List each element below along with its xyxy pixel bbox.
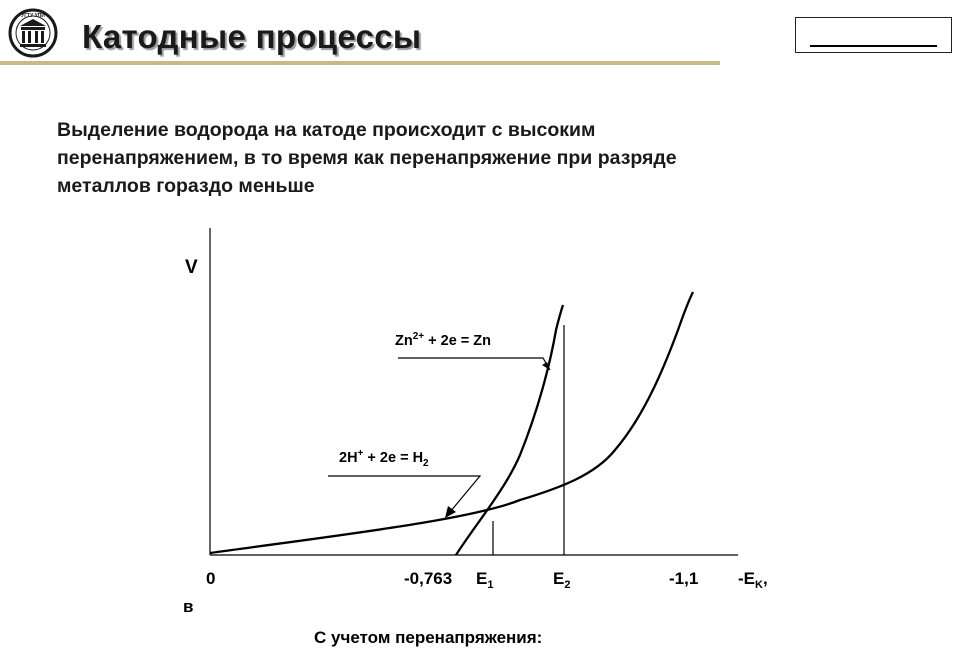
zn-reaction-label [395,331,491,349]
x-axis-unit: в [183,597,194,616]
description-line-3: металлов гораздо меньше [57,175,315,197]
h-reaction-label [339,448,429,469]
x-axis-label-subscript: K [755,579,763,591]
h-reaction-prefix: 2H [339,450,358,466]
x-axis-label [738,569,768,591]
x-tick-e2-letter: E [553,569,565,588]
description-line-2: перенапряжением, в то время как перенапряжение при разряде [57,147,677,169]
x-tick-e2-subscript: 2 [564,579,571,591]
x-tick-cu-potential: -1,1 [669,569,699,588]
x-axis-label-main: -E [738,569,755,588]
x-tick-e1-subscript: 1 [487,579,494,591]
zn-leader-line [398,358,550,370]
h-reaction-subscript: 2 [423,458,429,469]
x-tick-e1-letter: E [476,569,488,588]
zn-reaction-prefix: Zn [395,333,413,349]
h-leader-line [328,476,480,512]
x-axis-label-comma: , [762,569,768,588]
page-title: Катодные процессы [82,18,422,55]
x-tick-origin: 0 [206,569,216,588]
caption-text: С учетом перенапряжения: [314,628,543,647]
y-axis-label: V [185,257,198,278]
x-tick-e1 [476,569,493,591]
zn-reaction-rest: + 2e = Zn [424,333,492,349]
logo-text: УГТУ УПИ [21,13,45,19]
h-reaction-superscript: + [357,448,364,459]
x-tick-e2 [553,569,570,591]
zn-reaction-superscript: 2+ [412,331,425,342]
x-tick-zn-potential: -0,763 [404,569,453,588]
h-reaction-rest: + 2e = H [363,450,424,466]
description-line-1: Выделение водорода на катоде происходит с высоким [57,119,596,141]
